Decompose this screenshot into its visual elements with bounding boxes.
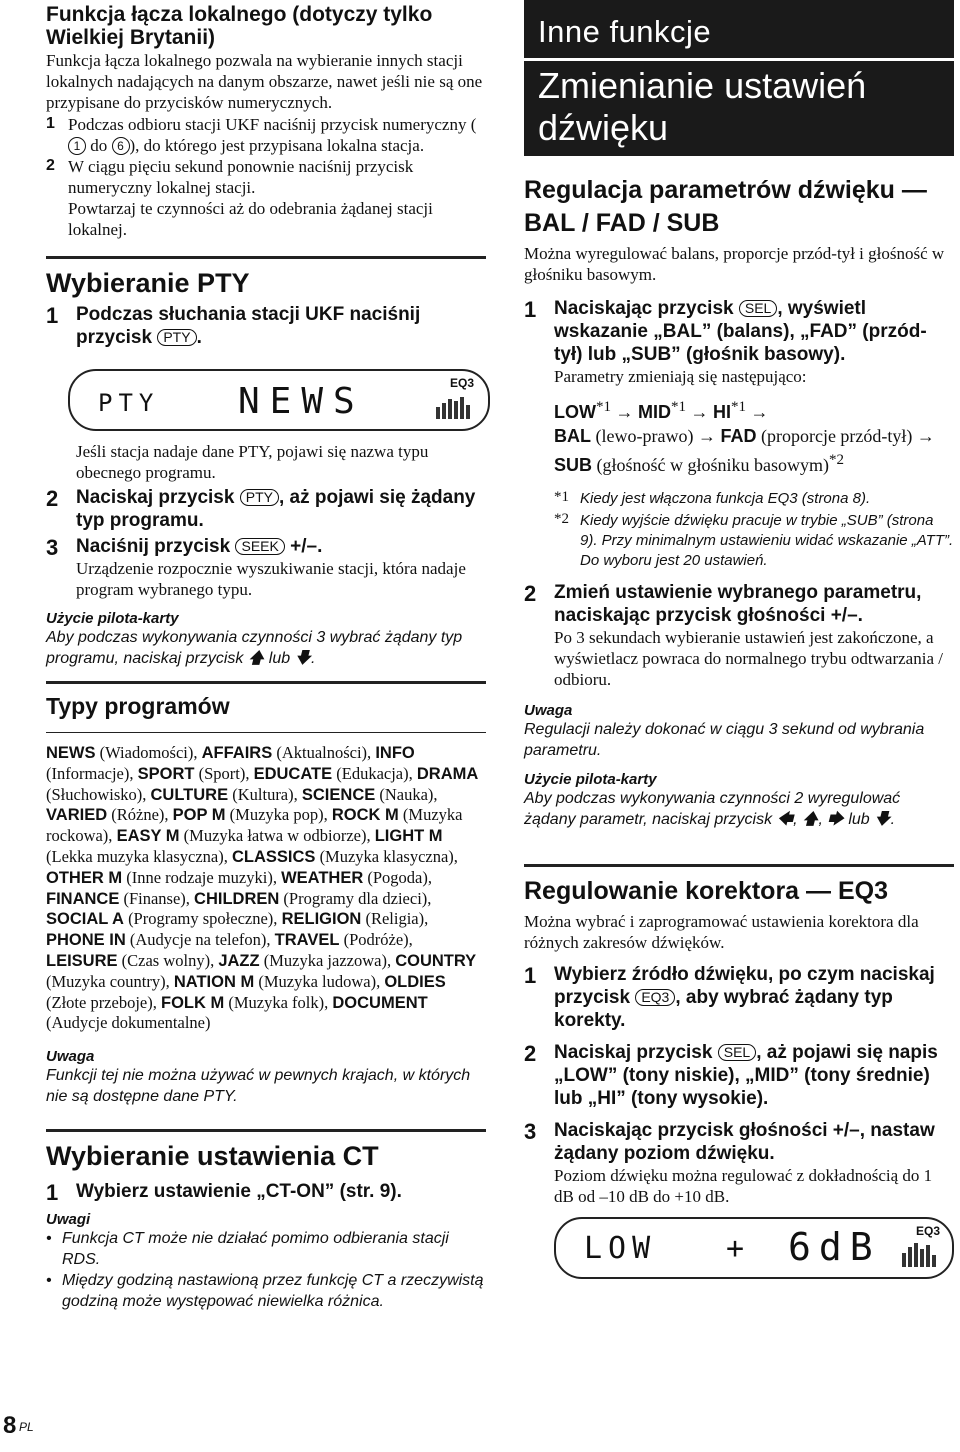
step-number: 1 [46, 303, 59, 328]
program-type-item [138, 764, 254, 783]
arrow-down-icon: 🡇 [294, 650, 312, 667]
program-type-item [46, 868, 281, 887]
lcd-display-eq [554, 1217, 954, 1279]
step-number: 1 [524, 297, 537, 322]
program-type-item [275, 930, 413, 949]
step-text: Wybierz ustawienie „CT-ON” (str. 9). [76, 1181, 402, 1203]
step-text: Podczas słuchania stacji UKF naciśnij przycisk [76, 304, 421, 348]
footnote-ref: *1 [596, 399, 611, 415]
banner-sound-settings: Zmienianie ustawień dźwięku [524, 61, 954, 156]
lcd-display-pty [68, 369, 490, 431]
footnote-mark: *1 [554, 489, 569, 505]
local-step-2 [46, 156, 486, 240]
step-number: 3 [46, 535, 59, 560]
step-text: , wyświetl wskazanie „BAL” (balans), „FAD” (przód-tył) lub „SUB” (głośnik basowy). [554, 298, 927, 365]
step-number: 3 [524, 1119, 537, 1144]
program-type-item [46, 930, 275, 949]
types-note-text: Funkcji tej nie można używać w pewnych krajach, w których nie są dostępne dane PTY. [46, 1067, 471, 1106]
program-type-item [254, 764, 417, 783]
ct-notes-title: Uwagi [46, 1211, 91, 1229]
footnote-text: Kiedy jest włączona funkcja EQ3 (strona 8). [580, 490, 871, 507]
arrow-up-icon: 🡅 [801, 811, 819, 828]
program-type-code: FOLK M [160, 993, 225, 1012]
types-title: Typy programów [46, 693, 230, 719]
right-column [524, 0, 954, 1279]
program-type-code: OLDIES [384, 972, 446, 991]
footnote-mark: *2 [554, 511, 569, 527]
eq-step-3 [524, 1119, 954, 1207]
number-button-6: 6 [112, 137, 130, 155]
program-type-desc: (Muzyka łatwa w odbiorze), [179, 826, 375, 846]
program-type-code: LEISURE [46, 951, 118, 970]
program-type-code: RELIGION [281, 910, 362, 929]
step-text: , aż pojawi się napis „LOW” (tony niskie), „MID” (tony średnie) lub „HI” (tony wysokie). [554, 1042, 938, 1109]
program-type-desc: (Finanse), [119, 888, 195, 908]
program-type-desc: (Religia), [361, 909, 429, 929]
program-type-code: ROCK M [331, 806, 399, 825]
lcd-text: 6dB [788, 1225, 881, 1269]
footnote-text: Kiedy wyjście dźwięku pracuje w trybie „SUB” (strona 9). Przy minimalnym ustawieniu widać wskazanie „ATT”. Do wyboru jest 20 ustawień. [580, 512, 954, 569]
bal-note-text: Regulacji należy dokonać w ciągu 3 sekund od wybrania parametru. [524, 721, 925, 759]
footnote-ref: *2 [829, 452, 845, 468]
step-note: Parametry zmieniają się następująco: [554, 367, 807, 386]
program-type-desc: (Nauka), [375, 784, 438, 804]
ct-note-bullet: • Funkcja CT może nie działać pomimo odbierania stacji RDS. [46, 1228, 486, 1270]
step-text: , aż pojawi się żądany typ programu. [76, 487, 476, 531]
eq-bars-icon [902, 1241, 940, 1267]
program-types-list [46, 743, 486, 1034]
program-type-code: LIGHT M [374, 827, 443, 846]
program-type-code: JAZZ [218, 951, 260, 970]
step-text: Wybierz źródło dźwięku, po czym naciskaj przycisk [554, 964, 935, 1008]
seq-mid: MID [638, 402, 671, 422]
program-type-code: SCIENCE [301, 785, 376, 804]
program-type-desc: (Muzyka rockowa), [46, 805, 463, 846]
step-number: 2 [524, 1041, 537, 1066]
arrow-left-icon: 🡄 [776, 811, 794, 828]
seek-button: SEEK [235, 538, 284, 555]
program-type-desc: (Muzyka country), [46, 971, 174, 991]
footnote-1 [554, 489, 954, 509]
step-note: Urządzenie rozpocznie wyszukiwanie stacji, która nadaje program wybranego typu. [76, 559, 466, 599]
bal-remote-text: Aby podczas wykonywania czynności 2 wyregulować żądany parametr, naciskaj przycisk 🡄, 🡅, 🡆 lub 🡇. [524, 790, 901, 828]
eq-intro: Można wybrać i zaprogramować ustawienia korektora dla różnych zakresów dźwięków. [524, 912, 919, 952]
seq-desc: (proporcje przód-tył) [760, 426, 913, 446]
program-type-item [174, 972, 385, 991]
program-type-desc: (Złote przeboje), [46, 992, 161, 1012]
page-lang: PL [19, 1420, 34, 1434]
step-number: 2 [524, 581, 537, 606]
program-type-desc: (Inne rodzaje muzyki), [122, 867, 282, 887]
program-type-desc: (Różne), [107, 805, 173, 825]
step-text: Naciskając przycisk głośności +/–, nastaw żądany poziom dźwięku. [554, 1120, 935, 1164]
sel-button: SEL [739, 300, 777, 317]
lcd-text: LOW [584, 1231, 657, 1266]
seq-hi: HI [713, 402, 731, 422]
number-button-1: 1 [68, 137, 86, 155]
arrow-down-icon: 🡇 [874, 811, 891, 828]
program-type-code: INFO [375, 744, 415, 762]
program-type-code: EASY M [116, 827, 180, 846]
program-type-code: SPORT [137, 764, 195, 783]
program-type-item [46, 909, 282, 928]
program-type-code: CULTURE [150, 785, 229, 804]
program-type-desc: (Słuchowisko), [46, 784, 151, 804]
program-type-desc: (Pogoda), [363, 867, 433, 887]
remote-text-a: Aby podczas wykonywania czynności 2 wyregulować żądany parametr, naciskaj przycisk [524, 790, 901, 828]
step-text: +/–. [290, 536, 323, 557]
program-type-desc: (Audycje dokumentalne) [46, 1013, 211, 1033]
pty-button: PTY [157, 329, 196, 346]
program-type-item [46, 805, 173, 824]
program-type-code: FINANCE [46, 889, 120, 908]
ct-step-1 [46, 1180, 486, 1206]
types-note-title: Uwaga [46, 1048, 95, 1066]
step-number: 2 [46, 157, 55, 174]
program-type-desc: (Sport), [194, 763, 254, 783]
step-number: 1 [46, 1180, 59, 1206]
seq-sub: SUB [554, 455, 593, 475]
step-text: Naciskaj przycisk [76, 487, 235, 508]
step-text: Naciskając przycisk [554, 298, 734, 319]
program-type-item [161, 993, 332, 1012]
program-type-code: WEATHER [281, 868, 364, 887]
program-type-item [194, 889, 431, 908]
seq-fad: FAD [720, 426, 757, 446]
step-text: W ciągu pięciu sekund ponownie naciśnij przycisk numeryczny lokalnej stacji. [68, 157, 414, 197]
program-type-desc: (Muzyka folk), [224, 992, 333, 1012]
program-type-code: DRAMA [416, 764, 479, 783]
arrow-right-icon: → [916, 426, 935, 446]
step-text: Podczas odbioru stacji UKF naciśnij przycisk numeryczny ( [68, 115, 477, 134]
program-type-desc: (Wiadomości), [95, 743, 202, 762]
pty-title: Wybieranie PTY [46, 268, 250, 298]
seq-bal: BAL [554, 426, 591, 446]
arrow-right-icon: 🡆 [827, 811, 844, 828]
program-type-item [117, 826, 375, 845]
seq-low: LOW [554, 402, 596, 422]
arrow-right-icon: → [690, 402, 709, 422]
program-type-desc: (Podróże), [339, 930, 413, 950]
ct-note-bullet: • Między godziną nastawioną przez funkcję CT a rzeczywistą godziną może występować niewielka różnica. [46, 1270, 486, 1312]
seq-desc: (głośność w głośniku basowym) [596, 455, 830, 475]
remote-text [46, 627, 486, 669]
step-text: Naciskaj przycisk [554, 1042, 713, 1063]
program-type-code: CLASSICS [232, 847, 316, 866]
program-type-code: NATION M [173, 972, 255, 991]
arrow-up-icon: 🡅 [247, 650, 265, 667]
arrow-right-icon: → [615, 402, 634, 422]
eq3-badge: EQ3 [915, 1224, 940, 1238]
step-number: 1 [524, 963, 537, 988]
local-link-title: Funkcja łącza lokalnego (dotyczy tylko Wielkiej Brytanii) [46, 3, 433, 49]
program-type-item [218, 951, 395, 970]
arrow-right-icon: → [697, 426, 716, 446]
program-type-desc: (Edukacja), [332, 763, 417, 783]
footnote-2 [554, 511, 954, 571]
pty-step-1-note: Jeśli stacja nadaje dane PTY, pojawi się nazwa typu obecnego programu. [76, 442, 429, 482]
program-type-item [46, 951, 218, 970]
ct-title: Wybieranie ustawienia CT [46, 1141, 379, 1172]
step-number: 1 [46, 115, 55, 132]
eq-step-1 [524, 963, 954, 1032]
program-type-desc: (Programy dla dzieci), [279, 888, 432, 908]
parameter-sequence [554, 395, 954, 477]
program-type-item [282, 909, 429, 928]
program-type-code: VARIED [46, 806, 108, 825]
program-type-code: NEWS [46, 744, 96, 762]
eq-step-2 [524, 1041, 954, 1110]
page-number: 8 [3, 1412, 17, 1439]
eq3-button: EQ3 [635, 989, 675, 1006]
lcd-text: NEWS [238, 381, 365, 422]
program-type-code: OTHER M [46, 868, 123, 887]
step-text: do [90, 136, 108, 155]
footnote-ref: *1 [671, 399, 686, 415]
bal-remote-title: Użycie pilota-karty [524, 771, 657, 788]
local-link-intro: Funkcja łącza lokalnego pozwala na wybieranie innych stacji lokalnych nadających na danym obszarze, nawet jeśli nie są one przypisane do przycisków numerycznych. [46, 51, 483, 112]
program-type-item [232, 847, 458, 866]
pty-button: PTY [240, 489, 279, 506]
step-text: Zmień ustawienie wybranego parametru, naciskając przycisk głośności +/–. [554, 582, 922, 626]
remote-or: lub [268, 650, 291, 667]
remote-text-a: Aby podczas wykonywania czynności 3 wybrać żądany typ programu, naciskaj przycisk [46, 629, 463, 667]
step-note: Powtarzaj te czynności aż do odebrania żądanej stacji lokalnej. [68, 199, 433, 239]
program-type-item [302, 785, 438, 804]
bal-intro: Można wyregulować balans, proporcje przód-tył i głośność w głośniku basowym. [524, 244, 945, 284]
program-type-item [151, 785, 302, 804]
program-type-desc: (Muzyka jazzowa), [259, 950, 396, 970]
program-type-desc: (Informacje), [46, 763, 138, 783]
program-type-item [281, 868, 432, 887]
program-type-desc: (Muzyka ludowa), [254, 971, 385, 991]
eq3-badge: EQ3 [449, 376, 474, 390]
sel-button: SEL [718, 1044, 756, 1061]
bal-title: Regulacja parametrów dźwięku — BAL / FAD / SUB [524, 176, 927, 237]
step-text: , aby wybrać żądany typ korekty. [554, 987, 893, 1031]
program-type-desc: (Muzyka pop), [225, 805, 332, 825]
lcd-text: PTY [98, 389, 160, 417]
local-step-1 [46, 114, 486, 156]
program-type-desc: (Kultura), [228, 784, 302, 804]
program-type-item [202, 743, 376, 762]
program-type-desc: (Lekka muzyka klasyczna), [46, 846, 232, 866]
banner-other-functions: Inne funkcje [524, 0, 954, 58]
pty-step-3 [46, 535, 486, 600]
program-type-desc: (Programy społeczne), [123, 909, 282, 929]
lcd-text: + [726, 1231, 751, 1266]
program-type-desc: (Muzyka klasyczna), [315, 846, 458, 866]
remote-title: Użycie pilota-karty [46, 610, 179, 627]
program-type-desc: (Audycje na telefon), [125, 930, 275, 950]
seq-desc: (lewo-prawo) [595, 426, 694, 446]
program-type-desc: (Czas wolny), [117, 950, 219, 970]
program-type-code: SOCIAL A [46, 910, 124, 929]
step-note: Po 3 sekundach wybieranie ustawień jest zakończone, a wyświetlacz powraca do normalnego trybu odtwarzania / odbioru. [554, 628, 943, 689]
program-type-code: POP M [172, 806, 226, 825]
remote-end: . [890, 811, 896, 828]
left-column [46, 0, 486, 1312]
program-type-item [46, 889, 194, 908]
program-type-item [46, 743, 202, 762]
program-type-code: TRAVEL [274, 931, 340, 950]
bal-step-1 [524, 297, 954, 571]
program-type-code: COUNTRY [395, 951, 477, 970]
program-type-code: PHONE IN [46, 931, 126, 950]
bal-note-title: Uwaga [524, 702, 573, 719]
remote-or: lub [848, 811, 870, 828]
bal-step-2 [524, 581, 954, 690]
program-type-code: AFFAIRS [201, 744, 273, 762]
program-type-item [173, 805, 332, 824]
step-number: 2 [46, 486, 59, 511]
footnote-ref: *1 [731, 399, 746, 415]
program-type-code: DOCUMENT [332, 993, 428, 1012]
program-type-code: EDUCATE [253, 764, 333, 783]
pty-step-1: 1 Podczas słuchania stacji UKF naciśnij przycisk PTY . [46, 303, 421, 348]
program-type-code: CHILDREN [194, 889, 280, 908]
eq-bars-icon [436, 395, 474, 419]
arrow-right-icon: → [750, 402, 769, 422]
pty-step-2 [46, 486, 486, 532]
remote-end: . [311, 650, 316, 667]
step-text: ), do którego jest przypisana lokalna stacja. [129, 136, 425, 155]
step-note: Poziom dźwięku można regulować z dokładnością do 1 dB od –10 dB do +10 dB. [554, 1166, 933, 1206]
program-type-desc: (Aktualności), [272, 743, 376, 762]
eq-title: Regulowanie korektora — EQ3 [524, 877, 888, 905]
step-text: Naciśnij przycisk [76, 536, 231, 557]
